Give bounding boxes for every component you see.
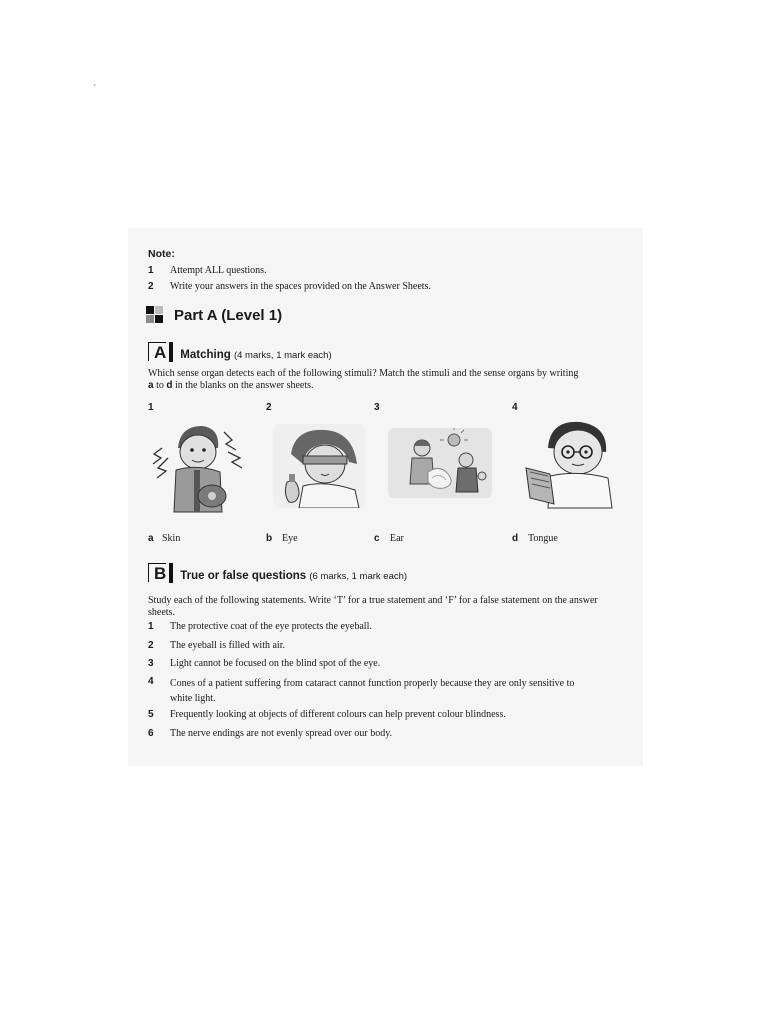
boy-reading-book-illustration [520, 418, 622, 510]
question-number: 6 [148, 728, 154, 739]
boy-with-noise-illustration [150, 418, 245, 514]
section-marks: (4 marks, 1 mark each) [233, 350, 332, 361]
question-number: 3 [148, 658, 154, 669]
note-title: Note: [148, 248, 175, 260]
picture-number: 1 [148, 402, 154, 413]
section-title-text: True or false questions [180, 570, 307, 582]
section-b-heading [148, 563, 407, 582]
section-a-intro [148, 368, 628, 392]
section-title-text: Matching [180, 349, 231, 361]
part-squares-icon [146, 306, 164, 324]
picture-number: 3 [374, 402, 380, 413]
stray-mark: ´ [93, 84, 97, 95]
question-text-line: white light. [170, 693, 216, 704]
intro-line: Study each of the following statements. Write ‘T’ for a true statement and ‘F’ for a false statement on the answer [148, 595, 598, 606]
question-text: The eyeball is filled with air. [170, 640, 285, 651]
note-item-number: 2 [148, 281, 154, 292]
question-text: Light cannot be focused on the blind spot of the eye. [170, 658, 381, 669]
question-text [170, 676, 610, 706]
note-item-text: Attempt ALL questions. [170, 265, 267, 276]
exam-page [128, 228, 643, 766]
question-number: 1 [148, 621, 154, 632]
intro-line: Which sense organ detects each of the following stimuli? Match the stimuli and the sense organs by writing [148, 368, 579, 379]
option-text: Skin [162, 533, 181, 544]
part-heading [146, 306, 282, 324]
question-text: Frequently looking at objects of different colours can help prevent colour blindness. [170, 709, 506, 720]
note-item-text: Write your answers in the spaces provided on the Answer Sheets. [170, 281, 431, 292]
section-title [180, 570, 407, 582]
question-number: 2 [148, 640, 154, 651]
section-marks: (6 marks, 1 mark each) [309, 571, 408, 582]
intro-letter-d: d [166, 380, 173, 391]
option-letter: d [512, 533, 519, 544]
section-a-heading [148, 342, 332, 361]
intro-line: sheets. [148, 607, 175, 618]
intro-to: to [156, 380, 164, 391]
intro-line [148, 380, 628, 392]
blindfolded-girl-illustration [273, 424, 365, 508]
question-text: The nerve endings are not evenly spread over our body. [170, 728, 393, 739]
option-letter: c [374, 533, 380, 544]
family-with-smell-illustration [388, 428, 492, 498]
question-number: 4 [148, 676, 154, 687]
intro-letter-a: a [148, 380, 154, 391]
section-letter: A [148, 342, 166, 361]
question-text: The protective coat of the eye protects the eyeball. [170, 621, 372, 632]
option-text: Ear [390, 533, 404, 544]
option-letter: a [148, 533, 154, 544]
picture-number: 4 [512, 402, 518, 413]
option-text: Eye [282, 533, 298, 544]
section-letter: B [148, 563, 166, 582]
option-letter: b [266, 533, 273, 544]
section-b-intro [148, 595, 633, 619]
question-number: 5 [148, 709, 154, 720]
picture-number: 2 [266, 402, 272, 413]
intro-rest: in the blanks on the answer sheets. [174, 380, 314, 391]
question-text-line: Cones of a patient suffering from cataract cannot function properly because they are only sensitive to [170, 678, 575, 689]
part-title: Part A (Level 1) [174, 306, 283, 324]
section-title [180, 349, 331, 361]
option-text: Tongue [528, 533, 558, 544]
note-item-number: 1 [148, 265, 154, 276]
